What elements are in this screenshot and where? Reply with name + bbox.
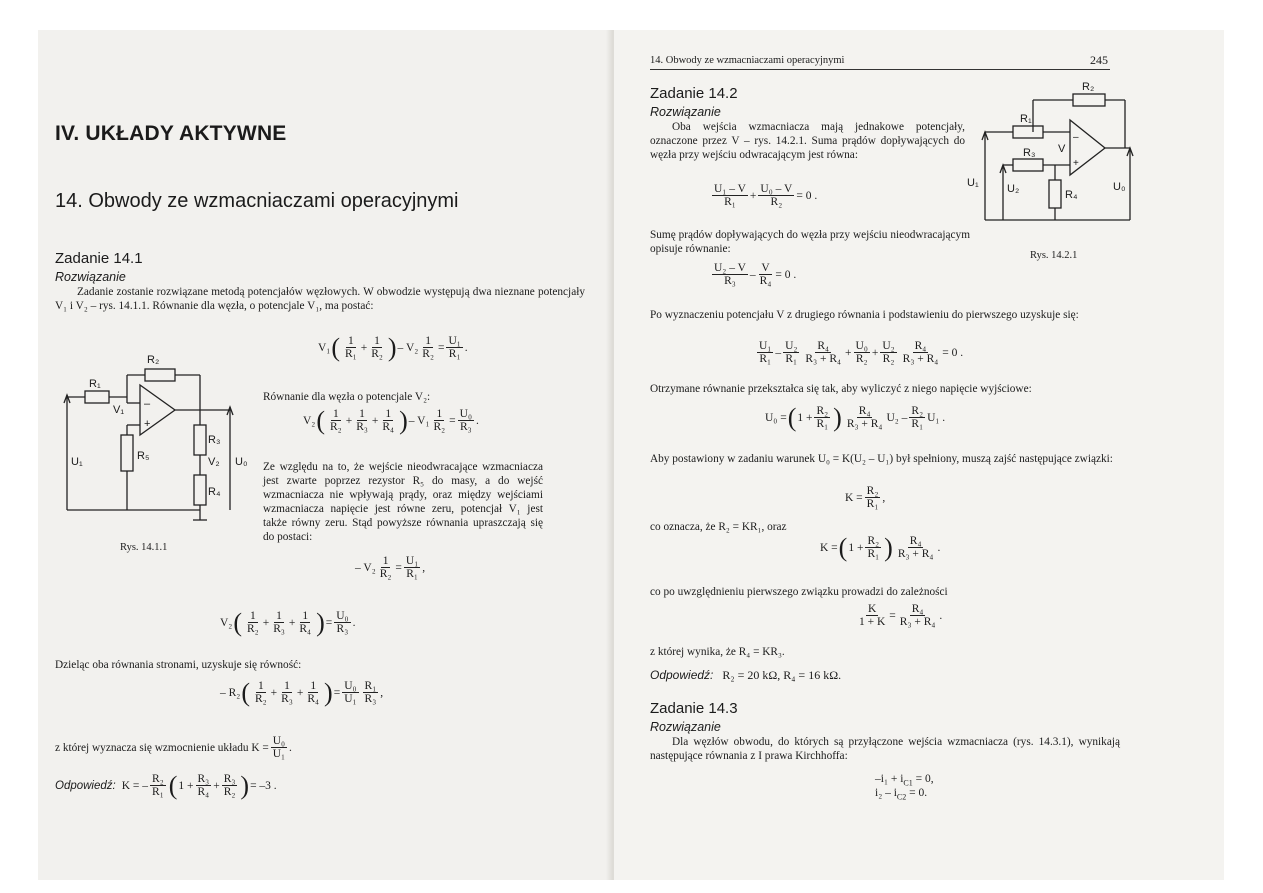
divide-sentence: Dzieląc oba równania stronami, uzyskuje się równość: bbox=[55, 659, 302, 671]
circuit2-label-uo: U₀ bbox=[1113, 181, 1126, 193]
circuit-label-v2: V₂ bbox=[208, 456, 220, 468]
answer-value-14-2: R₂ = 20 kΩ, R₄ = 16 kΩ. bbox=[722, 668, 842, 682]
gain-text: z której wyznacza się wzmocnienie układu K = bbox=[55, 741, 269, 754]
equation-node-v2: V₂ ( 1 R₂ + 1 R₃ + 1 R₄ ) – V₁ 1 R₂ = U₀ R₃ . bbox=[303, 405, 479, 435]
running-head: 14. Obwody ze wzmacniaczami operacyjnymi bbox=[650, 55, 845, 66]
equation-simplified-2: V₂ ( 1 R₂ + 1 R₃ + 1 R₄ ) = U₀ R₃ . bbox=[220, 607, 356, 637]
after-first-sentence: co po uwzględnieniu pierwszego związku prowadzi do zależności bbox=[650, 586, 948, 598]
equation-node-v1: V₁ ( 1 R₁ + 1 R₂ ) – V₂ 1 R₂ = U₁ R₁ . bbox=[318, 332, 468, 362]
equation-relation: K 1 + K = R₄ R₃ + R₄ . bbox=[859, 603, 943, 628]
task-14-3-paragraph: Dla węzłów obwodu, do których są przyłączone wejścia wzmacniacza (rys. 14.3.1), wynikają następujące równania z I prawa Kirchhoffa: bbox=[650, 736, 1120, 762]
part-title: IV. UKŁADY AKTYWNE bbox=[55, 122, 287, 145]
equation-k-full: K = ( 1 + $\frac{\text{R₂}}{\text{R₁}}$ ) R₄ R₃ + R₄ . bbox=[820, 532, 941, 562]
gain-sentence: z której wyznacza się wzmocnienie układu K = $\frac{\text{U₀}}{\text{U₁}}$ . bbox=[55, 735, 292, 760]
answer-label-14-2: Odpowiedź: bbox=[650, 668, 714, 682]
solution-label-14-1: Rozwiązanie bbox=[55, 270, 126, 284]
equation-k-ratio: K = $\frac{\text{R₂}}{\text{R₁}}$ , bbox=[845, 485, 886, 510]
circuit2-label-r3: R₃ bbox=[1023, 147, 1036, 159]
equations-kirchhoff: $-i_1 + i_{C1} = 0$, $i_2 - i_{C2} = 0$. bbox=[875, 773, 934, 802]
header-rule bbox=[650, 69, 1110, 70]
task-14-2-paragraph-4: Otrzymane równanie przekształca się tak, aby wyliczyć z niego napięcie wyjściowe: bbox=[650, 383, 1032, 395]
whence-sentence: z której wynika, że R₄ = KR₃. bbox=[650, 646, 785, 658]
task-14-2-paragraph-1: Oba wejścia wzmacniacza mają jednakowe potencjały, oznaczone przez V – rys. 14.2.1. Suma prądów dopływających do węzła przy wejściu odwracającym jest równa: bbox=[650, 121, 965, 161]
circuit2-label-r1: R₁ bbox=[1020, 113, 1032, 125]
circuit-diagram-14-2-1 bbox=[965, 80, 1150, 255]
solution-label-14-2: Rozwiązanie bbox=[650, 105, 721, 119]
means-sentence: co oznacza, że R₂ = KR₁, oraz bbox=[650, 521, 787, 533]
circuit2-plus-sign: + bbox=[1073, 158, 1079, 169]
circuit2-label-u1: U₁ bbox=[967, 177, 979, 189]
circuit2-label-u2: U₂ bbox=[1007, 183, 1020, 195]
task-14-2-paragraph-3: Po wyznaczeniu potencjału V z drugiego równania i podstawieniu do pierwszego uzyskuje się: bbox=[650, 309, 1079, 321]
task-14-2-paragraph-5: Aby postawiony w zadaniu warunek U₀ = K(U₂ – U₁) był spełniony, muszą zajść następujące związki: bbox=[650, 453, 1113, 465]
equation-output-voltage: U₀ = ( 1 + $\frac{\text{R₂}}{\text{R₁}}$ ) R₄ R₃ + R₄ U₂ – R₂ R₁ U₁ . bbox=[765, 402, 946, 432]
chapter-title: 14. Obwody ze wzmacniaczami operacyjnymi bbox=[55, 190, 459, 212]
circuit-label-u1: U₁ bbox=[71, 456, 83, 468]
circuit-label-r1: R₁ bbox=[89, 378, 101, 390]
task-14-1-paragraph-1: Zadanie zostanie rozwiązane metodą potencjałów węzłowych. W obwodzie występują dwa nieznane potencjały V₁ i V₂ – rys. 14.1.1. Równanie dla węzła, o potencjale V₁, ma postać: bbox=[55, 286, 585, 312]
circuit2-label-r2: R₂ bbox=[1082, 81, 1095, 93]
answer-label-14-1: Odpowiedź: bbox=[55, 779, 116, 792]
figure-caption-14-2-1: Rys. 14.2.1 bbox=[1030, 250, 1078, 261]
circuit-label-r4: R₄ bbox=[208, 486, 221, 498]
answer-14-1: Odpowiedź: K = – R₂ R₁ ( 1 + $\frac{\text{R₃}}{\text{R₄}}$ + R₃ R₂ ) = –3 . bbox=[55, 770, 277, 800]
circuit-label-uo: U₀ bbox=[235, 456, 248, 468]
figure-caption-14-1-1: Rys. 14.1.1 bbox=[120, 542, 168, 553]
equation-noninverting-node: U₂ – V R₃ – $\frac{V}{\text{R₄}}$ = 0 . bbox=[714, 262, 797, 287]
circuit-plus-sign: + bbox=[144, 418, 151, 430]
circuit-label-r3: R₃ bbox=[208, 434, 221, 446]
node-v2-intro: Równanie dla węzła o potencjale V₂: bbox=[263, 391, 431, 403]
task-14-1-paragraph-2: Ze względu na to, że wejście nieodwracające wzmacniacza jest zwarte poprzez rezystor R₅ do masy, a do wejść wzmacniacza nie wpływają prądy, oraz między wejściami wzmacniacza napięcie jest równe zeru, potencjał V₁ jest także równy zeru. Stąd powyższe równania upraszczają się do postaci: bbox=[263, 461, 543, 543]
task-14-3-title: Zadanie 14.3 bbox=[650, 700, 738, 717]
circuit-label-r2: R₂ bbox=[147, 354, 160, 366]
circuit2-label-r4: R₄ bbox=[1065, 189, 1078, 201]
circuit-minus-sign: – bbox=[144, 398, 151, 410]
circuit2-label-v: V bbox=[1058, 143, 1066, 155]
page-number: 245 bbox=[1090, 53, 1108, 67]
equation-ratio: – R₂ ( 1 R₂ + 1 R₃ + 1 R₄ ) = U₀ U₁ R₁ R₃ , bbox=[220, 677, 384, 707]
answer-14-2 bbox=[650, 668, 841, 683]
circuit-label-r5: R₅ bbox=[137, 450, 150, 462]
solution-label-14-3: Rozwiązanie bbox=[650, 720, 721, 734]
equation-inverting-node: U₁ – V R₁ + $\frac{\text{U₀ – V}}{\text{R₂}}$ = 0 . bbox=[714, 183, 818, 208]
equation-simplified-1: – V₂ 1 R₂ = U₁ R₁ , bbox=[355, 555, 426, 580]
circuit-diagram-14-1-1 bbox=[55, 335, 265, 540]
equation-substituted: U₁ R₁ – U₂ R₁ R₄ R₃ + R₄ + U₀ R₂ + U₂ R₂ $\frac{\text{R₄}}{\text{R₃ + R₄}}$ = 0 . bbox=[759, 340, 964, 365]
task-14-2-title: Zadanie 14.2 bbox=[650, 85, 738, 102]
task-14-1-title: Zadanie 14.1 bbox=[55, 250, 143, 267]
task-14-2-paragraph-2: Sumę prądów dopływających do węzła przy wejściu nieodwracającym opisuje równanie: bbox=[650, 229, 970, 255]
circuit-label-v1: V₁ bbox=[113, 404, 125, 416]
circuit2-minus-sign: – bbox=[1073, 132, 1079, 143]
